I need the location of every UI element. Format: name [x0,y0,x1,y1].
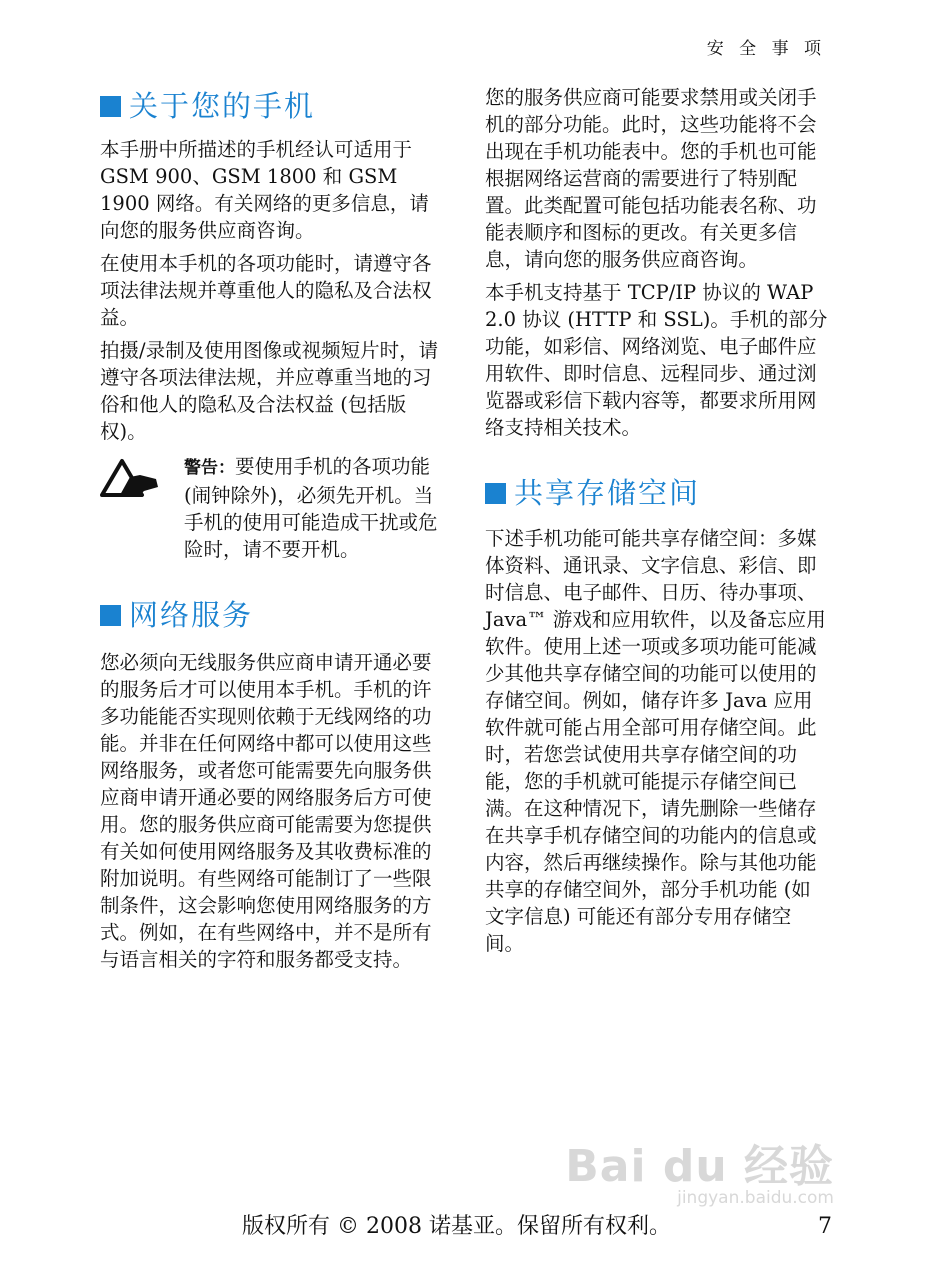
section-title: 共享存储空间 [514,476,701,510]
left-column [100,84,445,979]
paragraph: 下述手机功能可能共享存储空间：多媒体资料、通讯录、文字信息、彩信、即时信息、电子邮件、日历、待办事项、Java™ 游戏和应用软件，以及备忘应用软件。使用上述一项或多项功能可能减少其他共享存储空间的功能可以使用的存储空间。例如，储存许多 Java 应用软件就可能占用全部可用存储空间。此时，若您尝试使用共享存储空间的功能，您的手机就可能提示存储空间已满。在这种情况下，请先删除一些储存在共享手机存储空间的功能内的信息或内容，然后再继续操作。除与其他功能共享的存储空间外，部分手机功能 (如文字信息) 可能还有部分专用存储空间。 [485,527,826,955]
section-title: 关于您的手机 [129,89,316,123]
paragraph: 本手册中所描述的手机经认可适用于 GSM 900、GSM 1800 和 GSM 1900 网络。有关网络的更多信息，请向您的服务供应商咨询。 [100,138,429,242]
page-number: 7 [818,1214,832,1239]
watermark-logo: Bai du 经验 [565,1141,834,1192]
paragraph: 拍摄/录制及使用图像或视频短片时，请遵守各项法律法规，并应尊重当地的习俗和他人的隐私及合法权益 (包括版权)。 [100,339,439,443]
section-heading-network-services [100,593,445,637]
heading-square-icon [100,96,121,117]
warning-body: 要使用手机的各项功能 (闹钟除外)，必须先开机。当手机的使用可能造成干扰或危险时，请不要开机。 [184,455,438,561]
page-footer [242,1212,842,1242]
right-column [485,84,830,963]
section-heading-about-phone [100,84,445,128]
warning-label: 警告： [184,458,235,478]
warning-block [100,453,445,563]
running-header: 安 全 事 项 [706,39,826,59]
heading-square-icon [485,483,506,504]
section-title: 网络服务 [129,598,254,632]
section-heading-shared-memory [485,471,830,515]
paragraph: 在使用本手机的各项功能时，请遵守各项法律法规并尊重他人的隐私及合法权益。 [100,252,432,329]
warning-hand-icon [100,457,162,499]
paragraph: 您的服务供应商可能要求禁用或关闭手机的部分功能。此时，这些功能将不会出现在手机功能表中。您的手机也可能根据网络运营商的需要进行了特别配置。此类配置可能包括功能表名称、功能表顺序和图标的更改。有关更多信息，请向您的服务供应商咨询。 [485,86,817,271]
warning-text [184,453,445,563]
heading-square-icon [100,605,121,626]
watermark [565,1130,834,1208]
copyright-text: 版权所有 © 2008 诺基亚。保留所有权利。 [242,1214,671,1239]
paragraph: 本手机支持基于 TCP/IP 协议的 WAP 2.0 协议 (HTTP 和 SSL)。手机的部分功能，如彩信、网络浏览、电子邮件应用软件、即时信息、远程同步、通过浏览器或彩信下载内容等，都要求所用网络支持相关技术。 [485,281,828,439]
watermark-url: jingyan.baidu.com [677,1188,834,1208]
paragraph: 您必须向无线服务供应商申请开通必要的服务后才可以使用本手机。手机的许多功能能否实现则依赖于无线网络的功能。并非在任何网络中都可以使用这些网络服务，或者您可能需要先向服务供应商申请开通必要的网络服务后方可使用。您的服务供应商可能需要为您提供有关如何使用网络服务及其收费标准的附加说明。有些网络可能制订了一些限制条件，这会影响您使用网络服务的方式。例如，在有些网络中，并不是所有与语言相关的字符和服务都受支持。 [100,651,432,971]
